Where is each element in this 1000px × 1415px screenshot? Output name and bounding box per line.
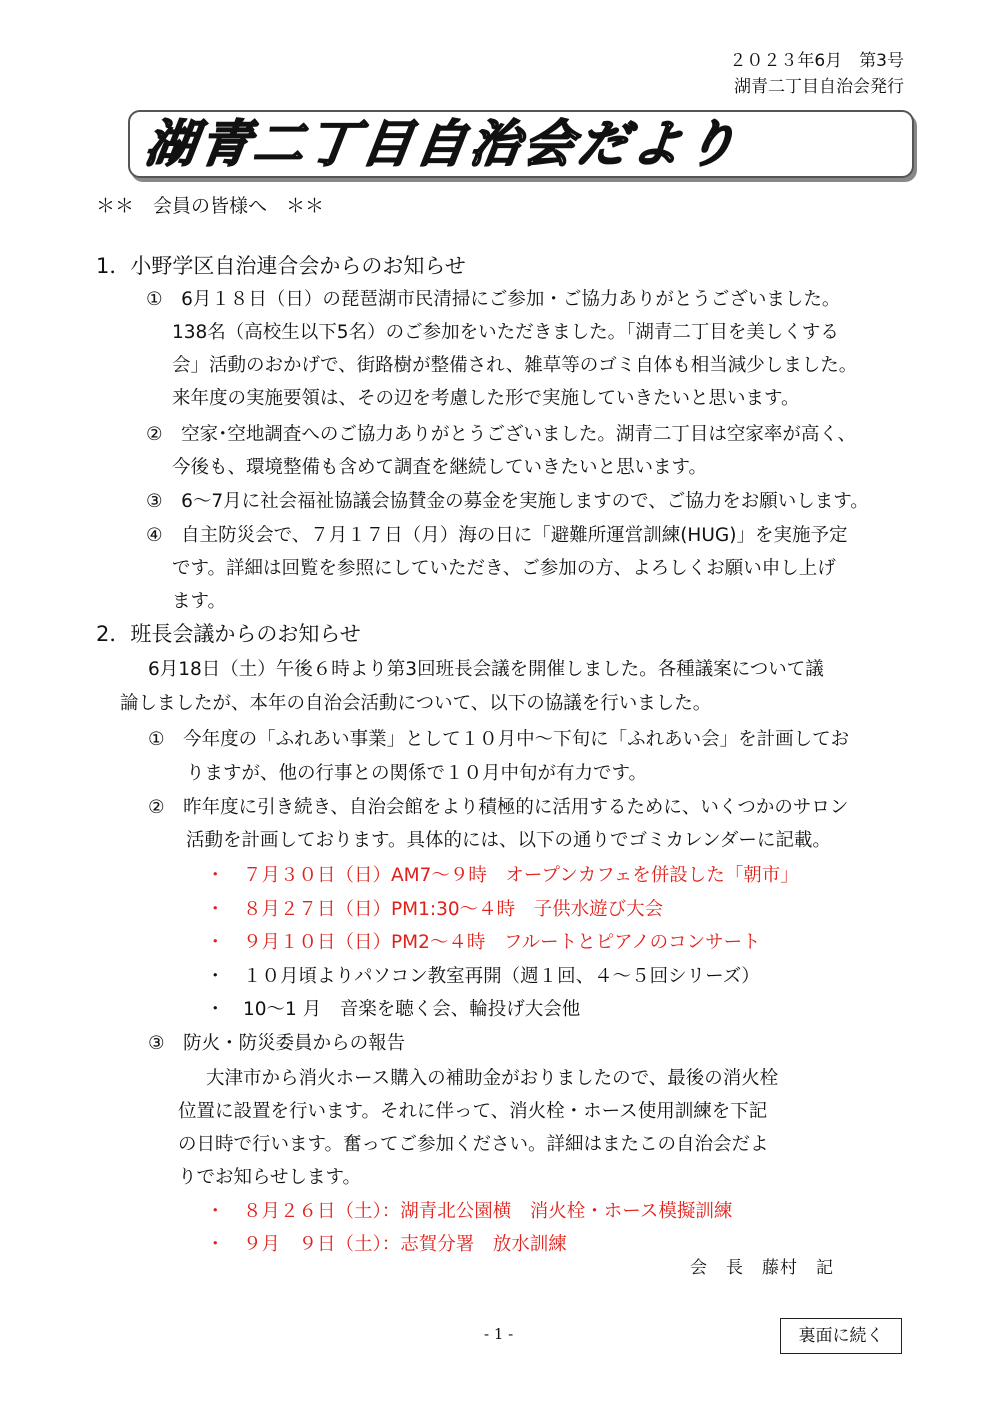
section1-line: です。詳細は回覧を参照にしていただき、ご参加の方、よろしくお願い申し上げ bbox=[172, 558, 836, 579]
issue-info bbox=[729, 48, 904, 100]
page-number: - 1 - bbox=[484, 1325, 514, 1343]
item3-line: りでお知らせします。 bbox=[178, 1167, 361, 1188]
issue-number: ２０２３年6月 第3号 bbox=[729, 51, 904, 71]
newsletter-title: 湖青二丁目自治会だより bbox=[141, 115, 745, 173]
event-item: ・ １０月頃よりパソコン教室再開（週１回、４～５回シリーズ） bbox=[206, 966, 760, 987]
item3-line: 位置に設置を行います。それに伴って、消火栓・ホース使用訓練を下記 bbox=[178, 1101, 768, 1122]
publisher: 湖青二丁目自治会発行 bbox=[734, 77, 904, 97]
continue-box: 裏面に続く bbox=[780, 1318, 902, 1354]
section1-line: ① 6月１８日（日）の琵琶湖市民清掃にご参加・ご協力ありがとうございました。 bbox=[146, 289, 841, 310]
title-box bbox=[128, 110, 914, 178]
section2-heading: 2．班長会議からのお知らせ bbox=[96, 622, 361, 646]
section1-line: 会」活動のおかげで、街路樹が整備され、雑草等のゴミ自体も相当減少しました。 bbox=[172, 355, 858, 376]
section2-intro-line: 論しましたが、本年の自治会活動について、以下の協議を行いました。 bbox=[120, 693, 712, 714]
signature: 会 長 藤村 記 bbox=[690, 1258, 834, 1278]
item2-line: 活動を計画しております。具体的には、以下の通りでゴミカレンダーに記載。 bbox=[186, 830, 831, 851]
section1-line: 来年度の実施要領は、その辺を考慮した形で実施していきたいと思います。 bbox=[172, 388, 800, 409]
section1-heading: 1．小野学区自治連合会からのお知らせ bbox=[96, 254, 466, 278]
event-item: ・ ７月３０日（日）AM7～９時 オープンカフェを併設した「朝市」 bbox=[206, 865, 799, 886]
section1-line: 138名（高校生以下5名）のご参加をいただきました。「湖青二丁目を美しくする bbox=[172, 322, 839, 343]
item3-line: の日時で行います。奮ってご参加ください。詳細はまたこの自治会だよ bbox=[178, 1134, 769, 1155]
section1-line: ② 空家･空地調査へのご協力ありがとうございました。湖青二丁目は空家率が高く、 bbox=[146, 424, 856, 445]
section1-line: 今後も、環境整備も含めて調査を継続していきたいと思います。 bbox=[172, 457, 708, 478]
section1-line: ④ 自主防災会で、７月１７日（月）海の日に「避難所運営訓練(HUG)」を実施予定 bbox=[146, 525, 848, 546]
event-item: ・ 10～1 月 音楽を聴く会、輪投げ大会他 bbox=[206, 999, 581, 1020]
section2-intro-line: 6月18日（土）午後６時より第3回班長会議を開催しました。各種議案について議 bbox=[148, 659, 824, 680]
greeting: ＊＊ 会員の皆様へ ＊＊ bbox=[96, 195, 325, 217]
item2-line: ② 昨年度に引き続き、自治会館をより積極的に活用するために、いくつかのサロン bbox=[148, 797, 849, 818]
drill-item: ・ ９月 ９日（土）：志賀分署 放水訓練 bbox=[206, 1234, 567, 1255]
item1-line: ① 今年度の「ふれあい事業」として１０月中～下旬に「ふれあい会」を計画してお bbox=[148, 729, 850, 750]
drill-item: ・ ８月２６日（土）：湖青北公園横 消火栓・ホース模擬訓練 bbox=[206, 1201, 733, 1222]
event-item: ・ ９月１０日（日）PM2～４時 フルートとピアノのコンサート bbox=[206, 932, 761, 953]
section1-line: ③ 6～7月に社会福祉協議会協賛金の募金を実施しますので、ご協力をお願いします。 bbox=[146, 491, 869, 512]
section1-line: ます。 bbox=[172, 591, 227, 612]
item1-line: りますが、他の行事との関係で１０月中旬が有力です。 bbox=[186, 763, 648, 784]
item3-line: 大津市から消火ホース購入の補助金がおりましたので、最後の消火栓 bbox=[206, 1068, 779, 1089]
item3-heading: ③ 防火・防災委員からの報告 bbox=[148, 1033, 406, 1054]
event-item: ・ ８月２７日（日）PM1:30～４時 子供水遊び大会 bbox=[206, 899, 664, 920]
